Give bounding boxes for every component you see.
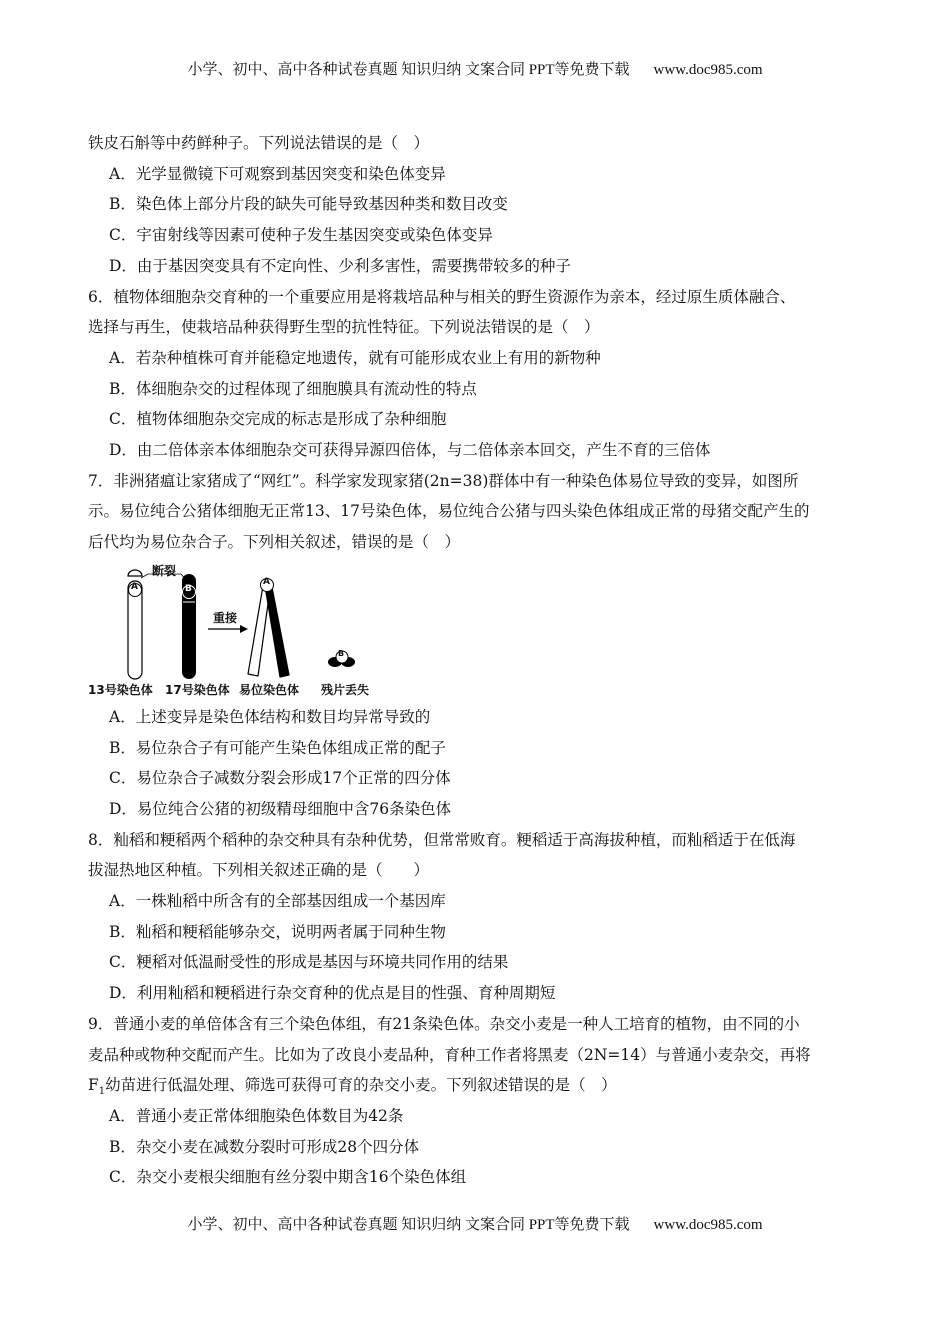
q6-option-a: A．若杂种植株可育并能稳定地遗传，就有可能形成农业上有用的新物种 <box>109 348 601 367</box>
caption-chromosome-13: 13号染色体 <box>88 682 153 697</box>
q9-stem-line-2: 麦品种或物种交配而产生。比如为了改良小麦品种，育种工作者将黑麦（2N=14）与普通小麦杂交，再将 <box>88 1045 811 1064</box>
caption-chromosome-17: 17号染色体 <box>165 682 230 697</box>
q9-option-b: B．杂交小麦在减数分裂时可形成28个四分体 <box>109 1137 420 1156</box>
q8-stem-line-2: 拔湿热地区种植。下列相关叙述正确的是（ ） <box>88 861 430 880</box>
q5-option-b: B．染色体上部分片段的缺失可能导致基因种类和数目改变 <box>109 195 508 214</box>
page-footer <box>0 1213 950 1234</box>
footer-url[interactable]: www.doc985.com <box>653 1217 763 1233</box>
q6-option-d: D．由二倍体亲本体细胞杂交可获得异源四倍体，与二倍体亲本回交，产生不育的三倍体 <box>109 441 711 460</box>
q9-option-c: C．杂交小麦根尖细胞有丝分裂中期含16个染色体组 <box>109 1168 467 1187</box>
q7-stem-line-3: 后代均为易位杂合子。下列相关叙述，错误的是（ ） <box>88 533 461 552</box>
caption-translocation: 易位染色体 <box>239 682 300 697</box>
q5-stem-tail: 铁皮石斛等中药鲜种子。下列说法错误的是（ ） <box>88 134 430 152</box>
header-url[interactable]: www.doc985.com <box>653 62 763 78</box>
q6-option-b: B．体细胞杂交的过程体现了细胞膜具有流动性的特点 <box>109 379 477 398</box>
q7-option-a: A．上述变异是染色体结构和数目均异常导致的 <box>109 707 431 726</box>
page-header <box>0 58 950 79</box>
chromosome-translocation-figure <box>88 562 378 700</box>
q6-stem-line-2: 选择与再生，使栽培品种获得野生型的抗性特征。下列说法错误的是（ ） <box>88 318 600 337</box>
q8-option-b: B．籼稻和粳稻能够杂交，说明两者属于同种生物 <box>109 922 446 941</box>
caption-fragment-lost: 残片丢失 <box>321 682 370 697</box>
fragment-letter-b: B <box>338 648 345 658</box>
q8-option-c: C．粳稻对低温耐受性的形成是基因与环境共同作用的结果 <box>109 953 509 972</box>
translocation-black-arm <box>264 580 289 677</box>
header-text: 小学、初中、高中各种试卷真题 知识归纳 文案合同 PPT等免费下载 <box>187 62 630 78</box>
chromosome-13-letter-a: A <box>131 581 138 592</box>
question-content <box>88 128 864 1193</box>
q6-stem-line-1: 6．植物体细胞杂交育种的一个重要应用是将栽培品种与相关的野生资源作为亲本，经过原生质体融合、 <box>88 287 796 306</box>
q7-stem-line-2: 示。易位纯合公猪体细胞无正常13、17号染色体，易位纯合公猪与四头染色体组成正常的母猪交配产生的 <box>88 502 810 521</box>
q9-stem-line-3 <box>88 1070 864 1101</box>
chromosome-17-letter-b: B <box>185 583 192 594</box>
q9-f-letter: F <box>88 1076 99 1095</box>
rejoin-label: 重接 <box>213 610 238 625</box>
q8-option-a: A．一株籼稻中所含有的全部基因组成一个基因库 <box>109 892 446 911</box>
q9-option-a: A．普通小麦正常体细胞染色体数目为42条 <box>109 1106 404 1125</box>
translocation-letter-a: A <box>263 576 270 587</box>
q9-f-subscript: 1 <box>98 1086 106 1098</box>
q7-option-c: C．易位杂合子减数分裂会形成17个正常的四分体 <box>109 769 451 788</box>
q9-stem-line-3-text: 幼苗进行低温处理、筛选可获得可育的杂交小麦。下列叙述错误的是（ ） <box>105 1076 617 1095</box>
break-label: 断裂 <box>152 563 177 578</box>
q5-option-a: A．光学显微镜下可观察到基因突变和染色体变异 <box>109 164 446 183</box>
chromosome-13-cap <box>128 570 142 576</box>
q8-option-d: D．利用籼稻和粳稻进行杂交育种的优点是目的性强、育种周期短 <box>109 984 556 1003</box>
q9-stem-line-1: 9．普通小麦的单倍体含有三个染色体组，有21条染色体。杂交小麦是一种人工培育的植物，由不同的小 <box>88 1014 800 1033</box>
q7-stem-line-1: 7．非洲猪瘟让家猪成了“网红”。科学家发现家猪(2n=38)群体中有一种染色体易位导致的变异，如图所 <box>88 471 799 490</box>
q6-option-c: C．植物体细胞杂交完成的标志是形成了杂种细胞 <box>109 410 447 429</box>
q7-option-d: D．易位纯合公猪的初级精母细胞中含76条染色体 <box>109 799 452 818</box>
q7-option-b: B．易位杂合子有可能产生染色体组成正常的配子 <box>109 738 446 757</box>
q8-stem-line-1: 8．籼稻和粳稻两个稻种的杂交种具有杂种优势，但常常败育。粳稻适于高海拔种植，而籼稻适于在低海 <box>88 830 796 849</box>
footer-text: 小学、初中、高中各种试卷真题 知识归纳 文案合同 PPT等免费下载 <box>187 1217 630 1233</box>
rejoin-arrow-head <box>240 625 248 633</box>
q5-option-d: D．由于基因突变具有不定向性、少利多害性，需要携带较多的种子 <box>109 256 571 275</box>
q5-option-c: C．宇宙射线等因素可使种子发生基因突变或染色体变异 <box>109 226 493 245</box>
